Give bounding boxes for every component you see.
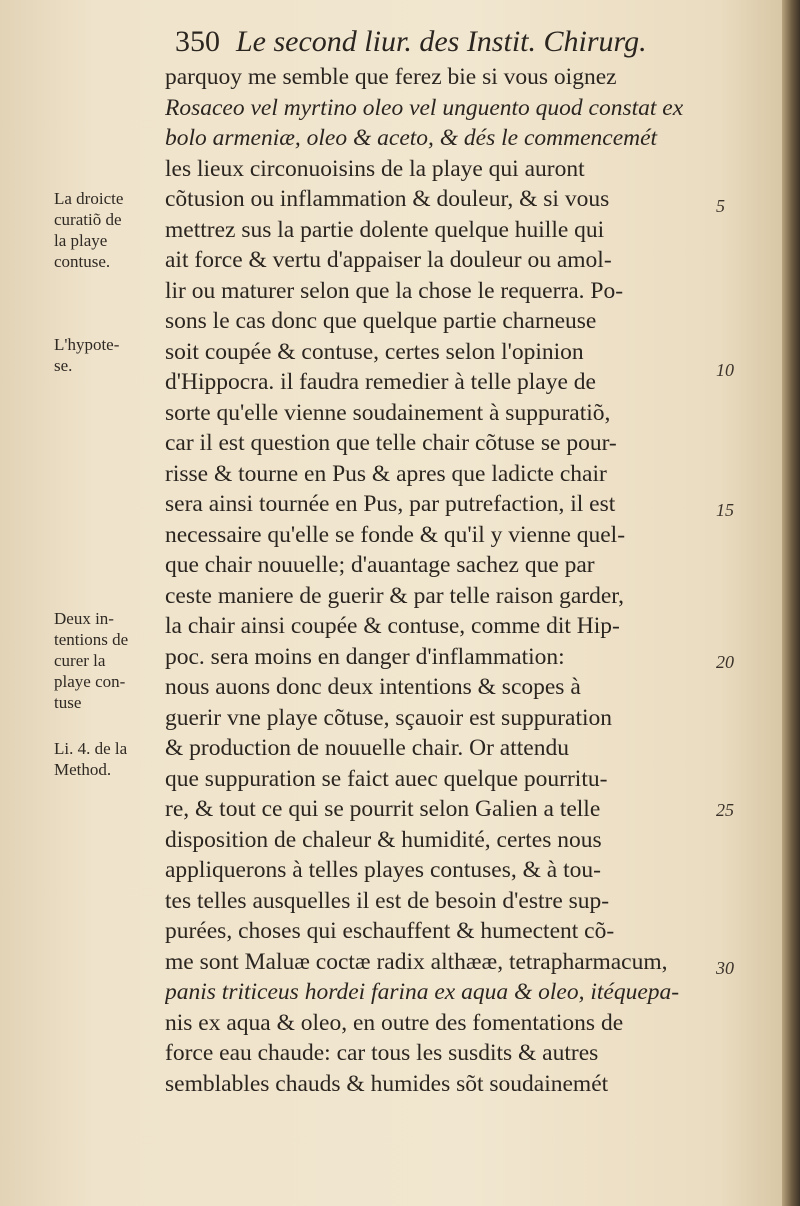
margin-note-line: La droicte <box>54 189 124 208</box>
margin-note-line: tuse <box>54 693 82 712</box>
text-line: que chair nouuelle; d'auantage sachez que par <box>165 552 595 578</box>
line-number-20: 20 <box>716 652 734 672</box>
text-line: & production de nouuelle chair. Or attendu <box>165 735 569 761</box>
margin-note-line: la playe <box>54 231 108 250</box>
line-number-30: 30 <box>716 958 734 978</box>
text-line: Rosaceo vel myrtino oleo vel unguento quod constat ex <box>165 94 684 121</box>
margin-note-line: Deux in- <box>54 609 114 628</box>
text-line: semblables chauds & humides sõt soudainemét <box>165 1070 609 1097</box>
margin-note-droicte-curation <box>54 188 162 272</box>
line-number-5: 5 <box>716 196 725 216</box>
margin-note-line: Li. 4. de la <box>54 739 128 758</box>
text-line: purées, choses qui eschauffent & humectent cõ- <box>165 918 615 944</box>
text-line: mettrez sus la partie dolente quelque huille qui <box>165 216 605 243</box>
page-number: 350 <box>175 25 220 58</box>
body-text <box>165 62 713 1099</box>
text-line: sorte qu'elle vienne soudainement à suppuratiõ, <box>165 399 611 426</box>
text-line: les lieux circonuoisins de la playe qui auront <box>165 155 585 182</box>
text-line: nis ex aqua & oleo, en outre des fomentations de <box>165 1009 624 1036</box>
running-title: Le second liur. des Instit. Chirurg. <box>236 25 647 58</box>
text-line: necessaire qu'elle se fonde & qu'il y vienne quel- <box>165 521 626 548</box>
text-line: ceste maniere de guerir & par telle raison garder, <box>165 582 625 609</box>
margin-note-deux-intentions <box>54 608 162 713</box>
text-line: d'Hippocra. il faudra remedier à telle playe de <box>165 369 596 395</box>
text-line: car il est question que telle chair cõtuse se pour- <box>165 430 617 456</box>
text-line: force eau chaude: car tous les susdits & autres <box>165 1040 599 1066</box>
text-line: poc. sera moins en danger d'inflammation: <box>165 643 565 670</box>
text-line: panis triticeus hordei farina ex aqua & oleo, itéquepa- <box>165 979 680 1005</box>
line-number-25: 25 <box>716 800 734 820</box>
text-line: sons le cas donc que quelque partie charneuse <box>165 308 597 334</box>
text-line: bolo armeniæ, oleo & aceto, & dés le commencemét <box>165 125 658 151</box>
margin-note-method-reference <box>54 738 162 780</box>
text-line: lir ou maturer selon que la chose le requerra. Po- <box>165 277 624 304</box>
text-line: ait force & vertu d'appaiser la douleur ou amol- <box>165 247 612 273</box>
margin-note-line: curatiõ de <box>54 210 122 229</box>
text-line: re, & tout ce qui se pourrit selon Galien a telle <box>165 796 601 822</box>
text-line: parquoy me semble que ferez bie si vous oignez <box>165 64 617 90</box>
margin-note-hypotese <box>54 334 162 376</box>
margin-note-line: playe con- <box>54 672 126 691</box>
margin-note-line: contuse. <box>54 252 111 271</box>
text-line: que suppuration se faict auec quelque pourritu- <box>165 765 608 792</box>
text-line: risse & tourne en Pus & apres que ladicte chair <box>165 460 607 487</box>
text-line: tes telles ausquelles il est de besoin d'estre sup- <box>165 887 610 914</box>
text-line: la chair ainsi coupée & contuse, comme dit Hip- <box>165 613 620 639</box>
margin-note-line: tentions de <box>54 630 129 649</box>
text-line: disposition de chaleur & humidité, certes nous <box>165 826 602 853</box>
text-line: appliquerons à telles playes contuses, & à tou- <box>165 857 601 883</box>
text-line: sera ainsi tournée en Pus, par putrefaction, il est <box>165 491 616 517</box>
text-line: guerir vne playe cõtuse, sçauoir est suppuration <box>165 704 613 731</box>
text-line: nous auons donc deux intentions & scopes à <box>165 674 581 700</box>
margin-note-line: L'hypote- <box>54 335 120 354</box>
margin-note-line: Method. <box>54 760 112 779</box>
margin-note-line: curer la <box>54 651 106 670</box>
text-line: me sont Maluæ coctæ radix althææ, tetrapharmacum, <box>165 948 668 975</box>
line-number-10: 10 <box>716 360 734 380</box>
margin-note-line: se. <box>54 356 73 375</box>
line-number-15: 15 <box>716 500 734 520</box>
book-page-edge <box>782 0 800 1206</box>
page-header <box>175 22 675 62</box>
text-line: cõtusion ou inflammation & douleur, & si vous <box>165 186 610 212</box>
text-line: soit coupée & contuse, certes selon l'opinion <box>165 338 584 365</box>
